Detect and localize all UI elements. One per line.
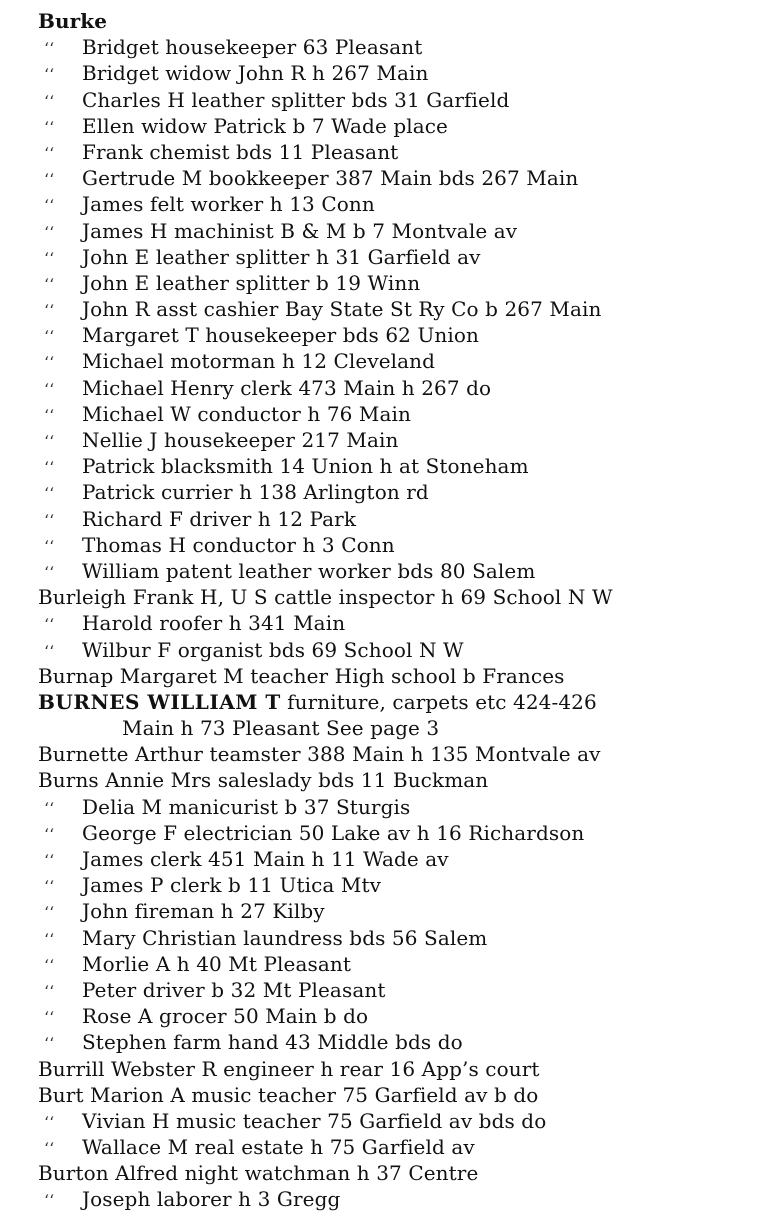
entry-text: Burt Marion A music teacher 75 Garfield av b do: [38, 1082, 539, 1107]
ditto-mark: ‘‘: [44, 458, 55, 478]
entry-text: George F electrician 50 Lake av h 16 Richardson: [82, 820, 585, 845]
ditto-mark: ‘‘: [44, 379, 55, 399]
ditto-mark: ‘‘: [44, 1191, 55, 1211]
entry-text: Burrill Webster R engineer h rear 16 App’s court: [38, 1056, 540, 1081]
ditto-mark: ‘‘: [44, 274, 55, 294]
directory-entry: [0, 951, 772, 977]
directory-entry: [0, 270, 772, 296]
entry-text: Bridget housekeeper 63 Pleasant: [82, 35, 423, 60]
entry-text: Harold roofer h 341 Main: [82, 611, 346, 636]
surname-header: Burke: [38, 9, 108, 33]
entry-text: Bridget widow John R h 267 Main: [82, 61, 429, 86]
entry-text: James H machinist B & M b 7 Montvale av: [82, 218, 518, 243]
directory-entry: [0, 820, 772, 846]
directory-entry: [0, 1108, 772, 1134]
directory-entry: [0, 1134, 772, 1160]
directory-entry: [0, 401, 772, 427]
entry-text: Main h 73 Pleasant See page 3: [122, 716, 440, 741]
directory-entry: [0, 87, 772, 113]
directory-entry: [0, 846, 772, 872]
entry-text: John R asst cashier Bay State St Ry Co b 267 Main: [82, 297, 602, 322]
entry-text: Burnette Arthur teamster 388 Main h 135 Montvale av: [38, 742, 601, 767]
ditto-mark: ‘‘: [44, 798, 55, 818]
entry-text: John fireman h 27 Kilby: [82, 899, 325, 924]
directory-entry: [0, 1003, 772, 1029]
directory-entry: [0, 532, 772, 558]
entry-text: Wilbur F organist bds 69 School N W: [82, 637, 464, 662]
entry-text: Burton Alfred night watchman h 37 Centre: [38, 1161, 479, 1186]
directory-entry: [0, 296, 772, 322]
surname-entry: [0, 663, 772, 689]
ditto-mark: ‘‘: [44, 170, 55, 190]
entry-text: James clerk 451 Main h 11 Wade av: [82, 847, 449, 871]
ditto-mark: ‘‘: [44, 117, 55, 137]
ditto-mark: ‘‘: [44, 877, 55, 897]
entry-text: John E leather splitter b 19 Winn: [82, 270, 421, 295]
ditto-mark: ‘‘: [44, 248, 55, 268]
ditto-mark: ‘‘: [44, 1139, 55, 1159]
entry-text: Burnap Margaret M teacher High school b Frances: [38, 663, 565, 688]
ditto-mark: ‘‘: [44, 929, 55, 949]
directory-entry: [0, 925, 772, 951]
directory-entry: [0, 610, 772, 636]
ditto-mark: ‘‘: [44, 143, 55, 163]
directory-entry: [0, 113, 772, 139]
entry-text: Stephen farm hand 43 Middle bds do: [82, 1030, 463, 1055]
directory-entry: [0, 558, 772, 584]
directory-entry: [0, 1186, 772, 1212]
advertiser-name: BURNES WILLIAM T: [38, 689, 281, 714]
directory-entry: [0, 872, 772, 898]
directory-entry: [0, 322, 772, 348]
ditto-mark: ‘‘: [44, 65, 55, 85]
directory-entry: [0, 191, 772, 217]
entry-text: James felt worker h 13 Conn: [82, 192, 375, 217]
entry-text: Mary Christian laundress bds 56 Salem: [82, 925, 488, 950]
directory-entry: [0, 34, 772, 60]
entry-text: Morlie A h 40 Mt Pleasant: [82, 951, 352, 976]
directory-entry: [0, 165, 772, 191]
ditto-mark: ‘‘: [44, 91, 55, 111]
ditto-mark: ‘‘: [44, 1034, 55, 1054]
entry-text: Wallace M real estate h 75 Garfield av: [82, 1135, 475, 1160]
directory-entry: [0, 794, 772, 820]
directory-entry: [0, 898, 772, 924]
surname-entry: [0, 584, 772, 610]
entry-text: Michael Henry clerk 473 Main h 267 do: [82, 375, 492, 400]
directory-entry: [0, 139, 772, 165]
entry-text: Frank chemist bds 11 Pleasant: [82, 139, 399, 164]
entry-text: Joseph laborer h 3 Gregg: [82, 1187, 341, 1212]
ditto-mark: ‘‘: [44, 1112, 55, 1132]
ditto-mark: ‘‘: [44, 641, 55, 661]
directory-entry: [0, 1029, 772, 1055]
entry-text: Michael W conductor h 76 Main: [82, 401, 412, 426]
ditto-mark: ‘‘: [44, 824, 55, 844]
entry-text: John E leather splitter h 31 Garfield av: [82, 244, 481, 269]
ditto-mark: ‘‘: [44, 981, 55, 1001]
entry-text: Patrick currier h 138 Arlington rd: [82, 480, 429, 505]
ditto-mark: ‘‘: [44, 432, 55, 451]
directory-entry: [0, 637, 772, 663]
ditto-mark: ‘‘: [44, 301, 55, 321]
entry-text: James P clerk b 11 Utica Mtv: [82, 873, 382, 898]
directory-entry: [0, 479, 772, 505]
ditto-mark: ‘‘: [44, 615, 55, 635]
surname-entry: [0, 741, 772, 767]
entry-text: Patrick blacksmith 14 Union h at Stoneham: [82, 454, 529, 479]
entry-text: Rose A grocer 50 Main b do: [82, 1004, 369, 1029]
advertiser-entry: [0, 689, 772, 715]
ditto-mark: ‘‘: [44, 955, 55, 975]
entry-text: Michael motorman h 12 Cleveland: [82, 349, 436, 374]
surname-entry: [0, 1082, 772, 1108]
directory-entry: [0, 218, 772, 244]
entry-text: Delia M manicurist b 37 Sturgis: [82, 794, 411, 819]
entry-text: Gertrude M bookkeeper 387 Main bds 267 Main: [82, 166, 579, 191]
entry-text: Burleigh Frank H, U S cattle inspector h 69 School N W: [38, 585, 613, 610]
directory-entry: [0, 977, 772, 1003]
entry-text: Thomas H conductor h 3 Conn: [82, 532, 395, 557]
ditto-mark: ‘‘: [44, 510, 55, 530]
surname-entry: [0, 1160, 772, 1186]
surname-entry: [0, 767, 772, 793]
ditto-mark: ‘‘: [44, 903, 55, 923]
ditto-mark: ‘‘: [44, 851, 55, 870]
continuation-line: [0, 715, 772, 741]
entry-text: furniture, carpets etc 424-426: [280, 689, 597, 714]
entry-text: Burns Annie Mrs saleslady bds 11 Buckman: [38, 768, 489, 793]
directory-entry: [0, 348, 772, 374]
directory-entry: [0, 506, 772, 532]
ditto-mark: ‘‘: [44, 353, 55, 373]
entry-text: Ellen widow Patrick b 7 Wade place: [82, 113, 448, 138]
ditto-mark: ‘‘: [44, 405, 55, 425]
entry-text: William patent leather worker bds 80 Salem: [82, 558, 536, 583]
entry-text: Charles H leather splitter bds 31 Garfield: [82, 87, 510, 112]
entry-text: Vivian H music teacher 75 Garfield av bds do: [82, 1108, 547, 1133]
ditto-mark: ‘‘: [44, 536, 55, 556]
ditto-mark: ‘‘: [44, 327, 55, 347]
ditto-mark: ‘‘: [44, 196, 55, 216]
entry-text: Nellie J housekeeper 217 Main: [82, 428, 399, 452]
entry-text: Peter driver b 32 Mt Pleasant: [82, 977, 386, 1002]
directory-entry: [0, 375, 772, 401]
directory-entries: [0, 34, 772, 1212]
ditto-mark: ‘‘: [44, 222, 55, 242]
directory-entry: [0, 427, 772, 453]
entry-text: Margaret T housekeeper bds 62 Union: [82, 323, 480, 348]
ditto-mark: ‘‘: [44, 484, 55, 504]
surname-entry: [0, 1056, 772, 1082]
entry-text: Richard F driver h 12 Park: [82, 506, 357, 531]
ditto-mark: ‘‘: [44, 39, 55, 59]
directory-entry: [0, 453, 772, 479]
ditto-mark: ‘‘: [44, 562, 55, 582]
ditto-mark: ‘‘: [44, 1008, 55, 1028]
directory-entry: [0, 60, 772, 86]
directory-entry: [0, 244, 772, 270]
